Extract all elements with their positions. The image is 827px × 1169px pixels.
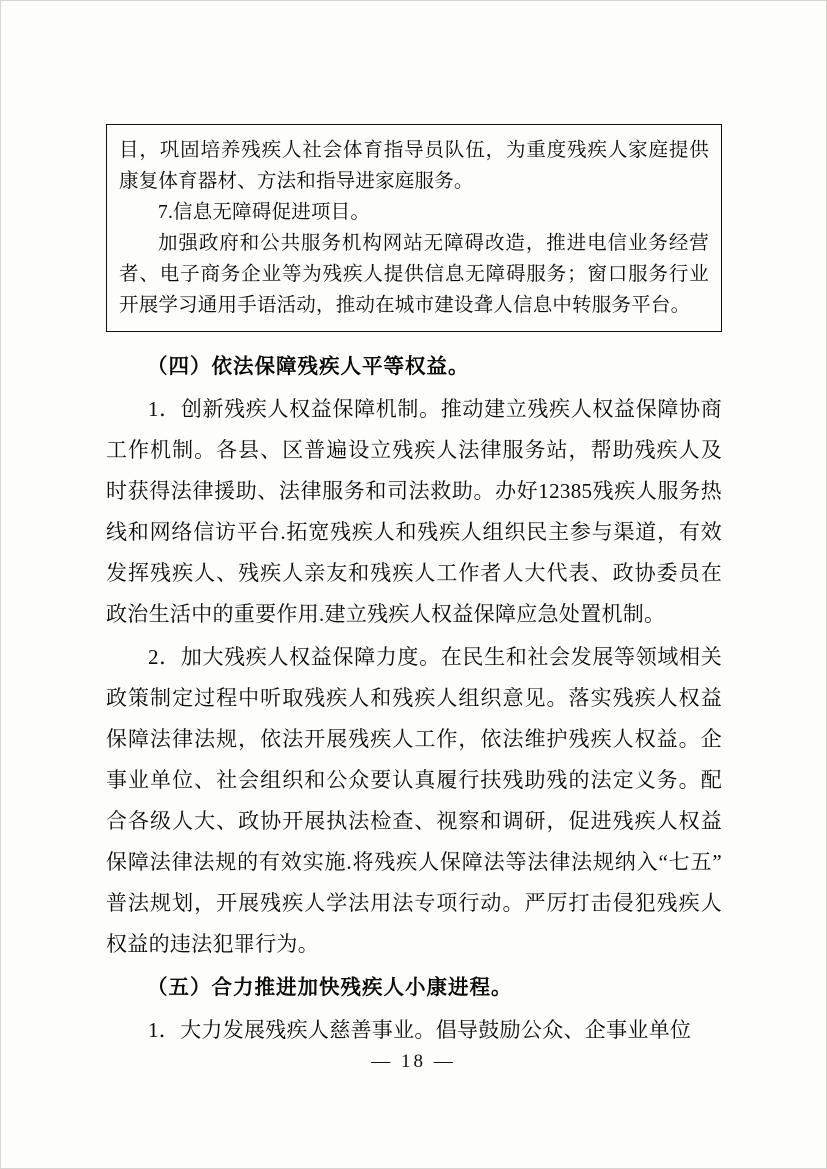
paragraph-item-3: 1．大力发展残疾人慈善事业。倡导鼓励公众、企事业单位 [148, 1018, 692, 1042]
framed-line-2: 7.信息无障碍促进项目。 [158, 202, 371, 223]
framed-line-3: 加强政府和公共服务机构网站无障碍改造，推进电信业务经营者、电子商务企业等为残疾人提供信息无障碍服务；窗口服务行业开展学习通用手语活动，推动在城市建设聋人信息中转服务平台。 [119, 233, 709, 316]
section-heading-five: （五）合力推进加快残疾人小康进程。 [147, 976, 513, 999]
section-heading-four: （四）依法保障残疾人平等权益。 [147, 355, 470, 378]
framed-line-1: 目，巩固培养残疾人社会体育指导员队伍，为重度残疾人家庭提供康复体育器材、方法和指导进家庭服务。 [119, 140, 709, 192]
page-content [106, 124, 722, 1053]
framed-paragraph-block [106, 124, 722, 332]
paragraph-item-2: 2．加大残疾人权益保障力度。在民生和社会发展等领域相关政策制定过程中听取残疾人和残疾人组织意见。落实残疾人权益保障法律法规，依法开展残疾人工作，依法维护残疾人权益。企事业单位、社会组织和公众要认真履行扶残助残的法定义务。配合各级人大、政协开展执法检查、视察和调研，促进残疾人权益保障法律法规的有效实施.将残疾人保障法等法律法规纳入“七五”普法规划，开展残疾人学法用法专项行动。严厉打击侵犯残疾人权益的违法犯罪行为。 [106, 645, 722, 956]
paragraph-item-1: 1．创新残疾人权益保障机制。推动建立残疾人权益保障协商工作机制。各县、区普遍设立残疾人法律服务站，帮助残疾人及时获得法律援助、法律服务和司法救助。办好12385残疾人服务热线和网络信访平台.拓宽残疾人和残疾人组织民主参与渠道，有效发挥残疾人、残疾人亲友和残疾人工作者人大代表、政协委员在政治生活中的重要作用.建立残疾人权益保障应急处置机制。 [106, 397, 722, 626]
page-number-footer: — 18 — [371, 1051, 456, 1072]
